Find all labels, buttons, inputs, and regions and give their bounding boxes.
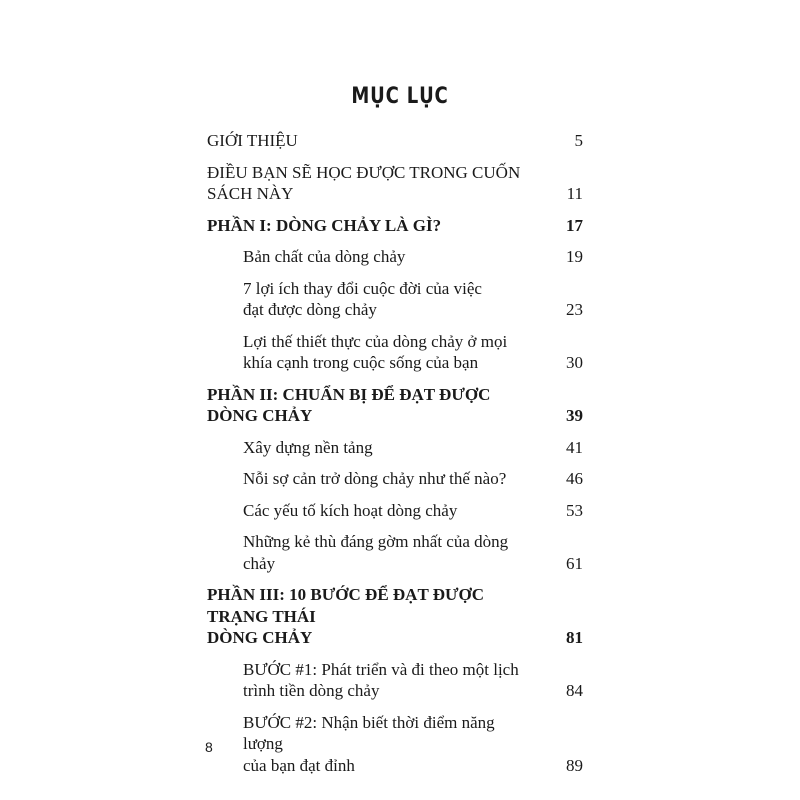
toc-entry-page: 46 (566, 469, 583, 488)
toc-entry-page: 23 (566, 300, 583, 319)
toc-entry-practical-advantages (207, 331, 583, 374)
table-of-contents (207, 130, 583, 786)
toc-entry-page: 84 (566, 681, 583, 700)
toc-entry-page: 30 (566, 353, 583, 372)
toc-entry-line: Nỗi sợ cản trở dòng chảy như thế nào? (243, 469, 507, 488)
toc-entry-step-2 (207, 712, 583, 777)
toc-entry-line: BƯỚC #2: Nhận biết thời điểm năng lượng (243, 712, 495, 753)
toc-entry-intro (207, 130, 583, 152)
toc-entry-line: đạt được dòng chảy (243, 300, 377, 319)
toc-entry-step-1 (207, 659, 583, 702)
toc-entry-triggers (207, 500, 583, 522)
toc-entry-build-foundation (207, 437, 583, 459)
toc-entry-title (243, 712, 555, 777)
toc-entry-page: 5 (574, 131, 583, 150)
toc-entry-nature-of-flow (207, 246, 583, 268)
toc-entry-title (243, 468, 555, 490)
toc-entry-line: 7 lợi ích thay đổi cuộc đời của việc (243, 278, 482, 298)
toc-entry-line: DÒNG CHẢY (207, 628, 313, 647)
toc-entry-line: Những kẻ thù đáng gờm nhất của dòng chảy (243, 532, 509, 573)
toc-part-2 (207, 384, 583, 427)
toc-entry-title (243, 500, 555, 522)
toc-part-3 (207, 584, 583, 649)
toc-entry-page: 61 (566, 553, 583, 573)
toc-entry-line: GIỚI THIỆU (207, 131, 298, 150)
toc-entry-7-benefits (207, 278, 583, 321)
toc-entry-line: Lợi thế thiết thực của dòng chảy ở mọi (243, 331, 508, 351)
toc-entry-line: Bản chất của dòng chảy (243, 247, 406, 266)
toc-entry-page: 41 (566, 437, 583, 457)
page-number: 8 (205, 739, 213, 755)
toc-entry-line: của bạn đạt đỉnh (243, 755, 355, 775)
toc-entry-line: PHẦN I: DÒNG CHẢY LÀ GÌ? (207, 215, 442, 235)
toc-entry-title (243, 331, 555, 374)
toc-entry-line: PHẦN II: CHUẨN BỊ ĐỂ ĐẠT ĐƯỢC (207, 384, 491, 404)
toc-entry-fear (207, 468, 583, 490)
toc-entry-line: DÒNG CHẢY (207, 406, 313, 425)
toc-entry-title (243, 278, 555, 321)
toc-entry-line: khía cạnh trong cuộc sống của bạn (243, 353, 479, 372)
toc-entry-line: trình tiền dòng chảy (243, 681, 380, 700)
toc-entry-enemies (207, 531, 583, 574)
toc-entry-title (207, 130, 555, 152)
toc-entry-page: 19 (566, 247, 583, 266)
toc-entry-page: 39 (566, 406, 583, 425)
toc-entry-title (243, 437, 555, 459)
toc-entry-line: BƯỚC #1: Phát triển và đi theo một lịch (243, 659, 519, 679)
toc-entry-line: PHẦN III: 10 BƯỚC ĐỂ ĐẠT ĐƯỢC TRẠNG THÁI (207, 585, 485, 626)
toc-entry-title (207, 384, 555, 427)
toc-entry-title (207, 215, 555, 237)
toc-entry-page: 53 (566, 500, 583, 520)
page-title: MỤC LỤC (351, 84, 449, 109)
toc-entry-page: 17 (566, 215, 583, 235)
toc-entry-page: 11 (566, 184, 583, 203)
toc-entry-line: ĐIỀU BẠN SẼ HỌC ĐƯỢC TRONG CUỐN (207, 162, 521, 182)
toc-entry-line: SÁCH NÀY (207, 184, 294, 203)
toc-entry-title (243, 659, 555, 702)
toc-entry-title (207, 584, 555, 649)
toc-entry-line: Xây dựng nền tảng (243, 437, 373, 457)
toc-part-1 (207, 215, 583, 237)
toc-entry-title (243, 246, 555, 268)
toc-entry-page: 81 (566, 628, 583, 647)
toc-entry-page: 89 (566, 755, 583, 775)
toc-entry-what-you-learn (207, 162, 583, 205)
toc-entry-title (207, 162, 555, 205)
toc-entry-title (243, 531, 555, 574)
toc-entry-line: Các yếu tố kích hoạt dòng chảy (243, 500, 458, 520)
